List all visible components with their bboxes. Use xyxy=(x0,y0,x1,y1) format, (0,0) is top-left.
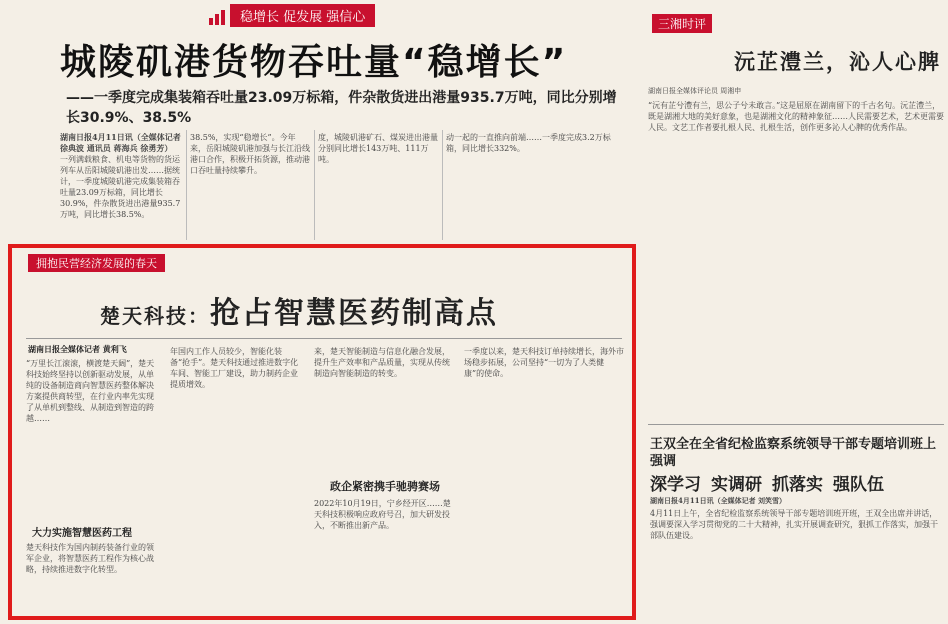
feature-body-col4: 一季度以来，楚天科技订单持续增长，海外市场稳步拓展，公司坚持“一切为了人类健康”的使命。 xyxy=(464,347,624,378)
feature-body-col2: 年国内工作人员较少，智能化装备“抢手”。楚天科技通过推进数字化车间、智能工厂建设，助力制药企业提质增效。 xyxy=(170,347,299,389)
column-divider xyxy=(442,130,443,240)
article2-slogans xyxy=(650,470,946,495)
bar-chart-icon xyxy=(208,9,226,25)
article2-body: 4月11日上午，全省纪检监察系统领导干部专题培训班开班，王双全出席并讲话，强调要深入学习贯彻党的二十大精神，扎实开展调查研究，狠抓工作落实，加强干部队伍建设。 xyxy=(650,509,938,540)
feature-headline-main: 抢占智慧医药制高点 xyxy=(210,296,498,331)
feature-headline xyxy=(100,288,498,332)
column-divider xyxy=(186,130,187,240)
commentary-byline: 湖南日报全媒体评论员 周湘申 xyxy=(648,87,742,95)
feature-rule xyxy=(26,338,622,339)
feature-body-col1: “万里长江滚滚，横渡楚天阔”，楚天科技始终坚持以创新驱动发展，从单纯的设备制造商向智慧医药整体解决方案提供商转型，在行业内率先实现了从单机到整线、从制造到智造的跨越…… xyxy=(26,359,155,423)
feature-subhead2: 政企紧密携手驰骋赛场 xyxy=(330,480,440,493)
slogan: 抓落实 xyxy=(772,475,823,495)
slogan: 深学习 xyxy=(650,475,701,495)
slogan: 强队伍 xyxy=(833,475,884,495)
top-band xyxy=(208,4,428,30)
article1-subhead: ——一季度完成集装箱吞吐量23.09万标箱，件杂散货进出港量935.7万吨，同比分别增长30.9%、38.5% xyxy=(66,90,617,126)
article1-text-col1 xyxy=(60,132,182,240)
article1-body-col4: 动一起的一直推向前端……一季度完成3.2万标箱，同比增长332%。 xyxy=(446,133,611,153)
feature-byline: 湖南日报全媒体记者 黄利飞 xyxy=(28,344,127,354)
feature-body-col3: 来，楚天智能制造与信息化融合发展，提升生产效率和产品质量，实现从传统制造向智能制造的转变。 xyxy=(314,347,450,378)
slogan: 实调研 xyxy=(711,475,762,495)
feature-column-tag: 拥抱民营经济发展的春天 xyxy=(28,254,165,272)
article1-body-col2: 38.5%，实现“稳增长”。今年来，岳阳城陵矶港加强与长江沿线港口合作，积极开拓货源，推动港口吞吐量持续攀升。 xyxy=(190,133,310,175)
commentary-title: 沅芷澧兰，沁人心脾 xyxy=(734,49,941,74)
commentary-body: “沅有芷兮澧有兰，思公子兮未敢言。”这是屈原在湖南留下的千古名句。沅芷澧兰，既是湖湘大地的美好意象，也是湖湘文化的精神象征……人民需要艺术，艺术更需要人民。文艺工作者要扎根人民、扎根生活，创作更多沁人心脾的优秀作品。 xyxy=(648,101,944,132)
article2-title: 王双全在全省纪检监察系统领导干部专题培训班上强调 xyxy=(650,437,937,469)
feature-highlight-box xyxy=(8,244,636,620)
commentary-tag: 三湘时评 xyxy=(652,14,712,33)
article1-headline: 城陵矶港货物吞吐量“稳增长” xyxy=(60,42,568,83)
article1-body-col1: 一列满载粮食、机电等货物的货运列车从岳阳城陵矶港出发……据统计，一季度城陵矶港完成集装箱吞吐量23.09万标箱，同比增长30.9%，件杂散货进出港量935.7万吨，同比增长38.5%。 xyxy=(60,155,181,219)
top-band-label: 稳增长 促发展 强信心 xyxy=(230,4,375,27)
feature-headline-lead: 楚天科技： xyxy=(100,304,210,328)
right-column xyxy=(648,0,948,624)
article2-byline: 湖南日报4月11日讯（全媒体记者 刘笑雪） xyxy=(650,496,787,505)
article1-dateline: 湖南日报4月11日讯（全媒体记者 徐典波 通讯员 蒋海兵 徐勇芳） xyxy=(60,132,181,153)
article1-body-col3: 度，城陵矶港矿石、煤炭进出港量分别同比增长143万吨、111万吨。 xyxy=(318,133,438,164)
feature-section1-head: 大力实施智慧医药工程 xyxy=(32,528,132,539)
section-rule xyxy=(648,424,944,425)
feature-sub2-text: 2022年10月19日，宁乡经开区……楚天科技积极响应政府号召，加大研发投入，不断推出新产品。 xyxy=(314,499,451,530)
feature-section1-text: 楚天科技作为国内制药装备行业的领军企业，将智慧医药工程作为核心战略，持续推进数字化转型。 xyxy=(26,543,154,574)
column-divider xyxy=(314,130,315,240)
